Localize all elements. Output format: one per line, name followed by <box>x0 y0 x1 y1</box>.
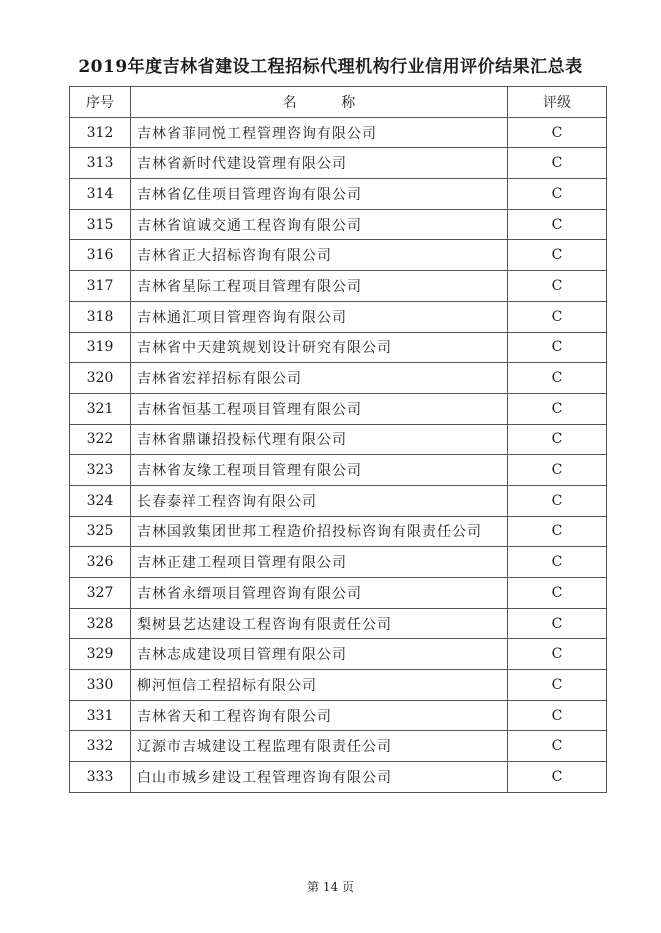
table-row <box>70 148 607 179</box>
table-row <box>70 485 607 516</box>
row-grade: C <box>508 762 607 793</box>
row-company-name: 辽源市吉城建设工程监理有限责任公司 <box>131 731 508 762</box>
row-grade: C <box>508 578 607 609</box>
row-company-name: 吉林省中天建筑规划设计研究有限公司 <box>131 332 508 363</box>
row-grade: C <box>508 485 607 516</box>
table-row <box>70 179 607 210</box>
row-company-name: 吉林志成建设项目管理有限公司 <box>131 639 508 670</box>
table-row <box>70 271 607 302</box>
row-company-name: 白山市城乡建设工程管理咨询有限公司 <box>131 762 508 793</box>
row-serial-number: 312 <box>70 117 131 148</box>
row-grade: C <box>508 424 607 455</box>
row-company-name: 梨树县艺达建设工程咨询有限责任公司 <box>131 608 508 639</box>
row-grade: C <box>508 639 607 670</box>
row-grade: C <box>508 240 607 271</box>
row-company-name: 吉林省宏祥招标有限公司 <box>131 363 508 394</box>
header-company-name: 名 称 <box>131 87 508 118</box>
row-serial-number: 321 <box>70 393 131 424</box>
table-body <box>70 117 607 792</box>
row-company-name: 柳河恒信工程招标有限公司 <box>131 670 508 701</box>
table-row <box>70 117 607 148</box>
row-serial-number: 320 <box>70 363 131 394</box>
row-grade: C <box>508 148 607 179</box>
row-grade: C <box>508 301 607 332</box>
row-company-name: 吉林省亿佳项目管理咨询有限公司 <box>131 179 508 210</box>
row-grade: C <box>508 455 607 486</box>
row-serial-number: 318 <box>70 301 131 332</box>
table-row <box>70 670 607 701</box>
row-serial-number: 317 <box>70 271 131 302</box>
table-row <box>70 240 607 271</box>
row-serial-number: 329 <box>70 639 131 670</box>
row-serial-number: 323 <box>70 455 131 486</box>
row-grade: C <box>508 608 607 639</box>
table-row <box>70 547 607 578</box>
row-company-name: 吉林省友缘工程项目管理有限公司 <box>131 455 508 486</box>
table-row <box>70 393 607 424</box>
row-grade: C <box>508 547 607 578</box>
table-header-row <box>70 87 607 118</box>
row-grade: C <box>508 117 607 148</box>
table-row <box>70 301 607 332</box>
header-grade: 评级 <box>508 87 607 118</box>
table-row <box>70 516 607 547</box>
row-company-name: 吉林国敦集团世邦工程造价招投标咨询有限责任公司 <box>131 516 508 547</box>
row-serial-number: 319 <box>70 332 131 363</box>
row-company-name: 吉林省菲同悦工程管理咨询有限公司 <box>131 117 508 148</box>
row-serial-number: 328 <box>70 608 131 639</box>
table-row <box>70 608 607 639</box>
row-serial-number: 316 <box>70 240 131 271</box>
row-company-name: 吉林省正大招标咨询有限公司 <box>131 240 508 271</box>
row-grade: C <box>508 179 607 210</box>
table-row <box>70 731 607 762</box>
row-grade: C <box>508 209 607 240</box>
row-serial-number: 314 <box>70 179 131 210</box>
row-serial-number: 325 <box>70 516 131 547</box>
row-serial-number: 324 <box>70 485 131 516</box>
header-serial-number: 序号 <box>70 87 131 118</box>
table-row <box>70 639 607 670</box>
row-serial-number: 313 <box>70 148 131 179</box>
row-grade: C <box>508 393 607 424</box>
row-grade: C <box>508 271 607 302</box>
row-serial-number: 326 <box>70 547 131 578</box>
credit-rating-table <box>69 86 607 793</box>
row-company-name: 吉林省谊诚交通工程咨询有限公司 <box>131 209 508 240</box>
row-company-name: 吉林省星际工程项目管理有限公司 <box>131 271 508 302</box>
row-serial-number: 332 <box>70 731 131 762</box>
row-grade: C <box>508 670 607 701</box>
row-serial-number: 333 <box>70 762 131 793</box>
row-company-name: 吉林省永缙项目管理咨询有限公司 <box>131 578 508 609</box>
row-company-name: 长春泰祥工程咨询有限公司 <box>131 485 508 516</box>
table-row <box>70 700 607 731</box>
row-serial-number: 322 <box>70 424 131 455</box>
row-company-name: 吉林正建工程项目管理有限公司 <box>131 547 508 578</box>
row-serial-number: 330 <box>70 670 131 701</box>
row-company-name: 吉林省恒基工程项目管理有限公司 <box>131 393 508 424</box>
row-serial-number: 315 <box>70 209 131 240</box>
row-serial-number: 331 <box>70 700 131 731</box>
row-company-name: 吉林省鼎谦招投标代理有限公司 <box>131 424 508 455</box>
row-company-name: 吉林省新时代建设管理有限公司 <box>131 148 508 179</box>
table-row <box>70 762 607 793</box>
table-row <box>70 455 607 486</box>
table-row <box>70 332 607 363</box>
table-row <box>70 578 607 609</box>
table-row <box>70 363 607 394</box>
row-grade: C <box>508 363 607 394</box>
page-number: 第 14 页 <box>307 880 354 894</box>
table-row <box>70 209 607 240</box>
row-grade: C <box>508 332 607 363</box>
table-row <box>70 424 607 455</box>
page-title: 2019年度吉林省建设工程招标代理机构行业信用评价结果汇总表 <box>78 57 583 77</box>
row-grade: C <box>508 516 607 547</box>
row-serial-number: 327 <box>70 578 131 609</box>
row-company-name: 吉林通汇项目管理咨询有限公司 <box>131 301 508 332</box>
row-company-name: 吉林省天和工程咨询有限公司 <box>131 700 508 731</box>
row-grade: C <box>508 700 607 731</box>
row-grade: C <box>508 731 607 762</box>
